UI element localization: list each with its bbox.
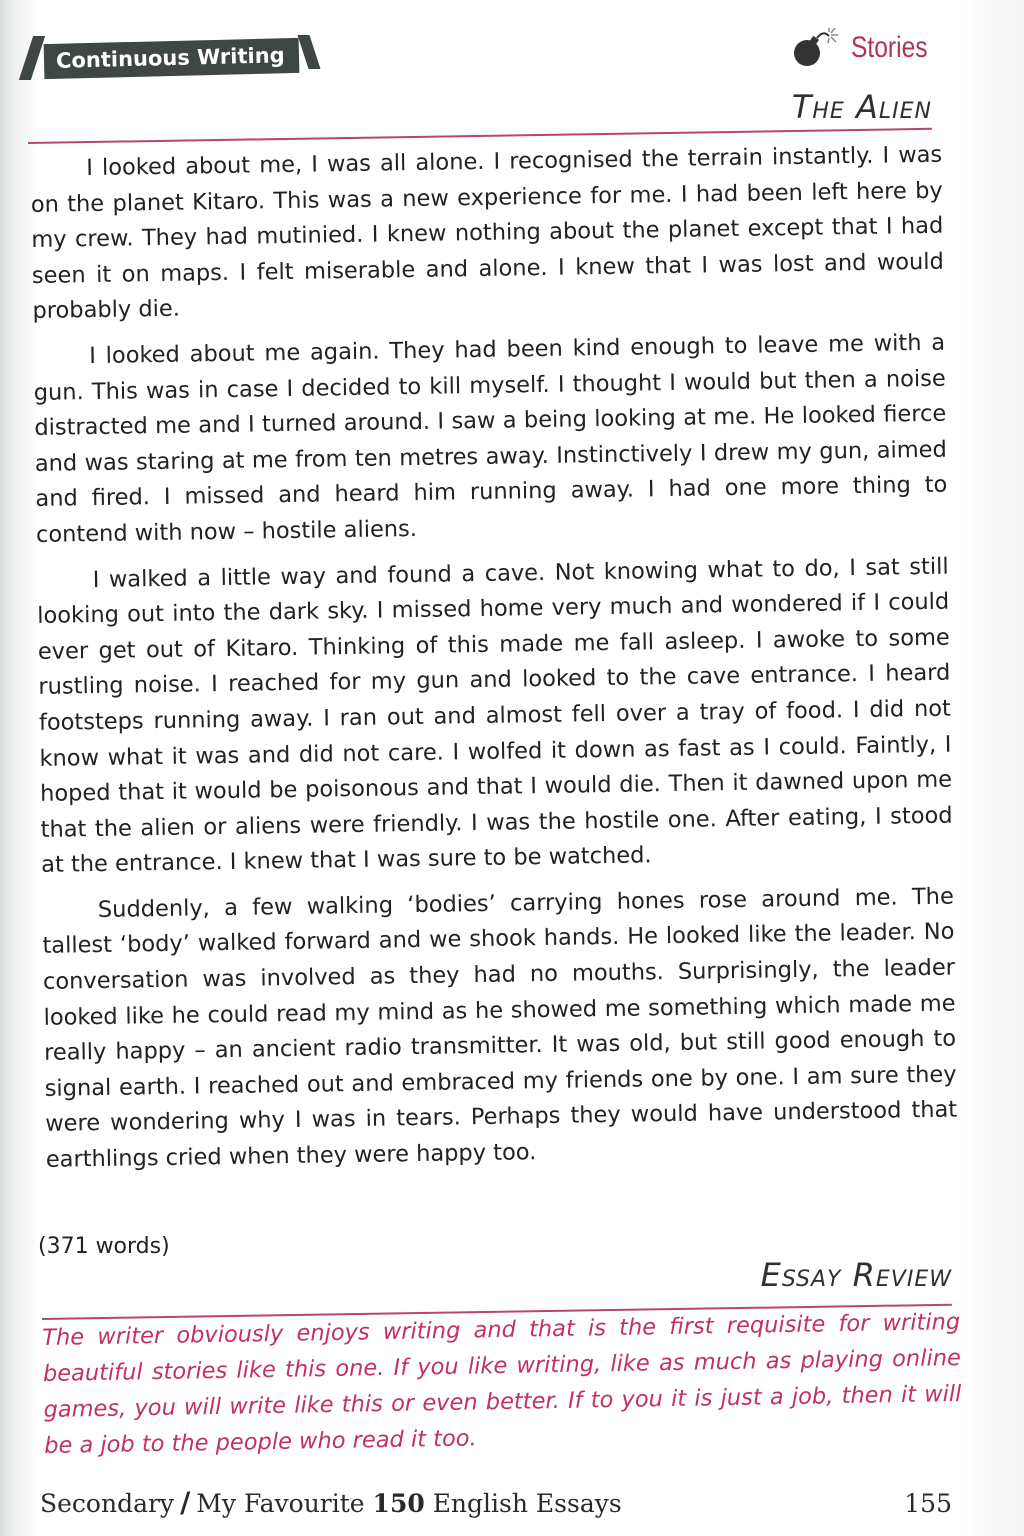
review-text: The writer obviously enjoys writing and that is the first requisite for writing beautiful stories like this one. If you like writing, like as much as playing online games, you will write like this or even better. If to you it is just a job, then it will be a job to the people who read it too. [42,1308,962,1459]
story-paragraph: I looked about me, I was all alone. I recognised the terrain instantly. I was on the planet Kitaro. This was a new experience for me. I had been left here by my crew. They had mutinied. I knew nothing about the planet except that I had seen it on maps. I felt miserable and alone. I knew that I was lost and would probably die. [30,141,945,325]
page-number: 155 [904,1489,952,1518]
page-title: The Alien [791,88,932,126]
page-footer [40,1486,952,1519]
section-banner [26,38,315,78]
bomb-icon [791,28,843,68]
story-body [30,138,958,1189]
category-tag [791,28,932,68]
review-title: Essay Review [760,1256,952,1294]
story-paragraph: I walked a little way and found a cave. Not knowing what to do, I sat still looking out into the dark sky. I missed home very much and wondered if I could ever get out of Kitaro. Thinking of this made me fall asleep. I awoke to some rustling noise. I reached for my gun and looked to the cave entrance. I heard footsteps running away. I ran out and almost fell over a tray of food. I did not know what it was and did not care. I wolfed it down as fast as I could. Faintly, I hoped that it would be poisonous and that I would die. Then it dawned upon me that the alien or aliens were friendly. I was the hostile one. After eating, I stood at the entrance. I knew that I was sure to be watched. [37,553,953,879]
banner-slash-right [297,35,320,69]
word-count: (371 words) [38,1234,170,1259]
book-title [40,1486,622,1519]
footer-book-number: 150 [372,1489,425,1518]
footer-book-suffix: English Essays [432,1489,622,1518]
section-banner-label: Continuous Writing [44,37,299,78]
category-label: Stories [850,31,928,64]
story-paragraph: Suddenly, a few walking ‘bodies’ carrying hones rose around me. The tallest ‘body’ walked forward and we shook hands. He looked like the leader. No conversation was involved as they had no mouths. Surprisingly, the leader looked like he could read my mind as he showed me something which made me really happy – an ancient radio transmitter. It was old, but still good enough to signal earth. I reached out and embraced my friends one by one. I am sure they were wondering why I was in tears. Perhaps they would have understood that earthlings cried when they were happy too. [42,883,958,1173]
banner-slash-left [19,36,45,80]
footer-separator: / [180,1486,191,1519]
footer-book-prefix: My Favourite [196,1489,365,1518]
footer-level: Secondary [40,1489,175,1518]
story-paragraph: I looked about me again. They had been kind enough to leave me with a gun. This was in case I decided to kill myself. I thought I would but then a noise distracted me and I turned around. I saw a being looking at me. He looked fierce and was staring at me from ten metres away. Instinctively I drew my gun, aimed and fired. I missed and heard him running away. I had one more thing to contend with now – hostile aliens. [33,329,948,548]
